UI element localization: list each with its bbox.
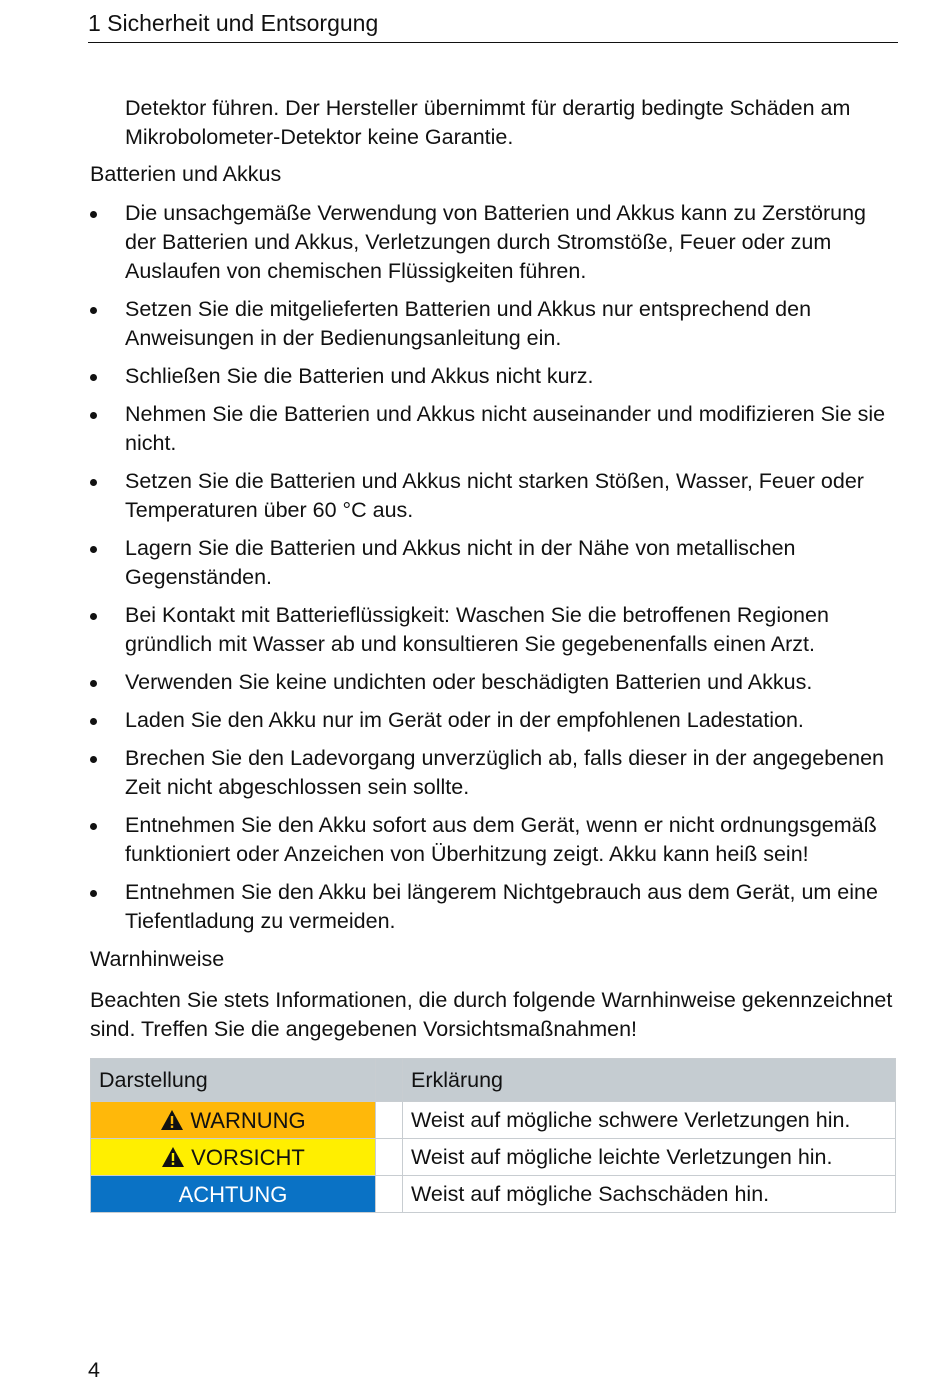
warning-table: [90, 1058, 896, 1213]
cell-gap: [376, 1139, 403, 1176]
warning-triangle-icon: [161, 1146, 185, 1168]
list-item: Entnehmen Sie den Akku bei längerem Nichtgebrauch aus dem Gerät, um eine Tiefentladung zu vermeiden.: [90, 878, 900, 936]
explanation-cell: Weist auf mögliche Sachschäden hin.: [403, 1176, 896, 1213]
list-item: Brechen Sie den Ladevorgang unverzüglich ab, falls dieser in der angegebenen Zeit nicht abgeschlossen sein sollte.: [90, 744, 900, 802]
bullet-icon: [90, 823, 97, 830]
list-item: Setzen Sie die Batterien und Akkus nicht starken Stößen, Wasser, Feuer oder Temperaturen über 60 °C aus.: [90, 467, 900, 525]
battery-safety-list: [90, 199, 900, 936]
list-item: Entnehmen Sie den Akku sofort aus dem Gerät, wenn er nicht ordnungsgemäß funktioniert oder Anzeichen von Überhitzung zeigt. Akku kann heiß sein!: [90, 811, 900, 869]
table-header-row: [91, 1059, 896, 1102]
warnings-intro: Beachten Sie stets Informationen, die durch folgende Warnhinweise gekennzeichnet sind. Treffen Sie die angegebenen Vorsichtsmaßnahmen!: [90, 988, 893, 1041]
list-item: Verwenden Sie keine undichten oder beschädigten Batterien und Akkus.: [90, 668, 900, 697]
bullet-icon: [90, 718, 97, 725]
list-item: Laden Sie den Akku nur im Gerät oder in der empfohlenen Ladestation.: [90, 706, 900, 735]
section-title-batteries: Batterien und Akkus: [90, 162, 282, 186]
continuation-paragraph: Detektor führen. Der Hersteller übernimmt für derartig bedingte Schäden am Mikrobolometer-Detektor keine Garantie.: [125, 96, 851, 149]
cell-gap: [376, 1102, 403, 1139]
bullet-icon: [90, 680, 97, 687]
list-item: Nehmen Sie die Batterien und Akkus nicht auseinander und modifizieren Sie sie nicht.: [90, 400, 900, 458]
bullet-icon: [90, 546, 97, 553]
bullet-icon: [90, 412, 97, 419]
table-row: [91, 1176, 896, 1213]
warning-triangle-icon: [160, 1109, 184, 1131]
bullet-icon: [90, 211, 97, 218]
list-item: Setzen Sie die mitgelieferten Batterien und Akkus nur entsprechend den Anweisungen in der Bedienungsanleitung ein.: [90, 295, 900, 353]
page-number: 4: [88, 1358, 100, 1382]
signal-vorsicht: VORSICHT: [91, 1139, 376, 1176]
signal-achtung: ACHTUNG: [91, 1176, 376, 1213]
page-content: [90, 94, 900, 1213]
page-header: 1 Sicherheit und Entsorgung: [88, 8, 898, 43]
table-row: [91, 1102, 896, 1139]
bullet-icon: [90, 307, 97, 314]
section-title-warnings: Warnhinweise: [90, 947, 225, 971]
list-item: Schließen Sie die Batterien und Akkus nicht kurz.: [90, 362, 900, 391]
list-item: Lagern Sie die Batterien und Akkus nicht in der Nähe von metallischen Gegenständen.: [90, 534, 900, 592]
cell-gap: [376, 1176, 403, 1213]
column-header-display: Darstellung: [91, 1059, 376, 1102]
bullet-icon: [90, 890, 97, 897]
explanation-cell: Weist auf mögliche leichte Verletzungen hin.: [403, 1139, 896, 1176]
bullet-icon: [90, 374, 97, 381]
bullet-icon: [90, 613, 97, 620]
explanation-cell: Weist auf mögliche schwere Verletzungen hin.: [403, 1102, 896, 1139]
signal-warnung: WARNUNG: [91, 1102, 376, 1139]
column-header-explanation: Erklärung: [403, 1059, 896, 1102]
table-row: [91, 1139, 896, 1176]
header-gap: [376, 1059, 403, 1102]
list-item: Die unsachgemäße Verwendung von Batterien und Akkus kann zu Zerstörung der Batterien und Akkus, Verletzungen durch Stromstöße, Feuer oder zum Auslaufen von chemischen Flüssigkeiten führen.: [90, 199, 900, 286]
bullet-icon: [90, 756, 97, 763]
bullet-icon: [90, 479, 97, 486]
list-item: Bei Kontakt mit Batterieflüssigkeit: Waschen Sie die betroffenen Regionen gründlich mit Wasser ab und konsultieren Sie gegebenenfalls einen Arzt.: [90, 601, 900, 659]
